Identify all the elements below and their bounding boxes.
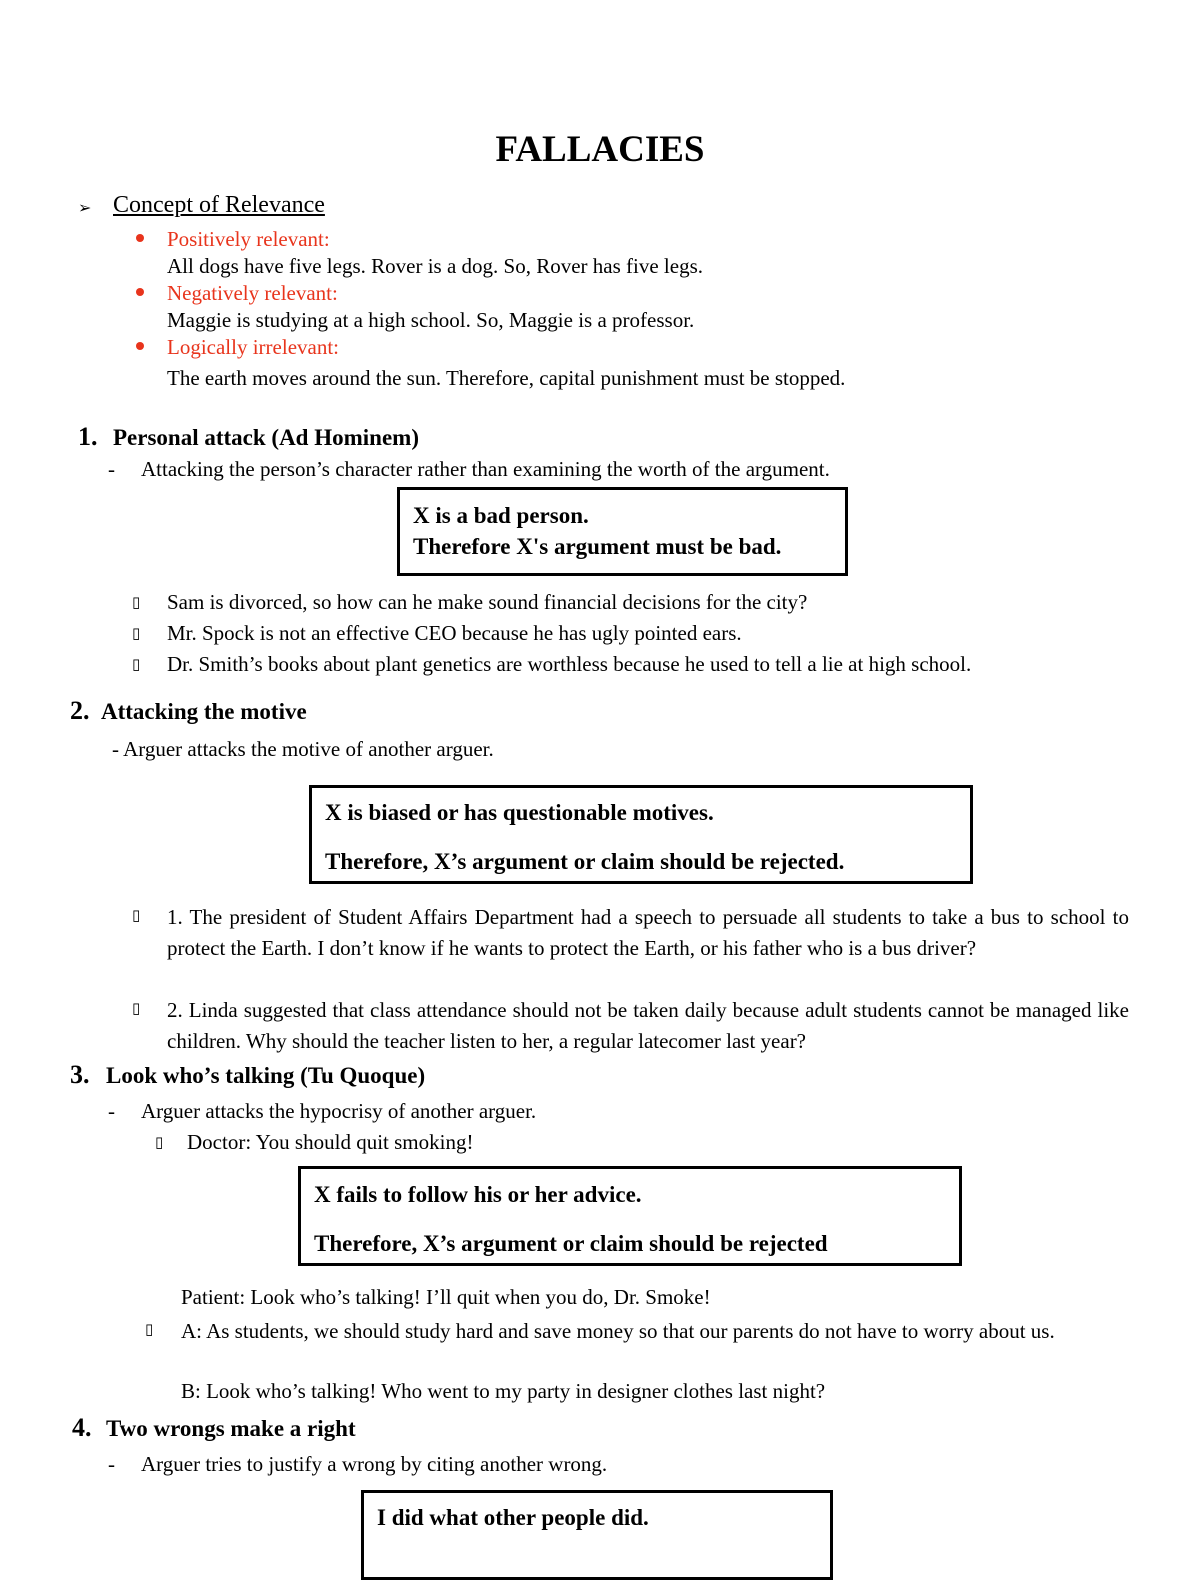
section-description: - Arguer attacks the motive of another arguer. [112,737,494,761]
relevance-example-positive: All dogs have five legs. Rover is a dog. So, Rover has five legs. [167,254,703,278]
page-title: FALLACIES [495,129,705,170]
square-bullet-icon: ▯ [132,906,141,924]
square-bullet-icon: ▯ [155,1133,164,1151]
relevance-label-negative: Negatively relevant: [167,281,338,305]
example-item-a: A: As students, we should study hard and save money so that our parents do not have to worry about us. [181,1319,1055,1343]
section-description: Arguer tries to justify a wrong by citing another wrong. [141,1452,608,1476]
relevance-label-irrelevant: Logically irrelevant: [167,335,340,359]
argument-form-box [309,785,973,884]
example-item: 2. Linda suggested that class attendance should not be taken daily because adult students cannot be managed like children. Why should the teacher listen to her, a regular latecomer last year? [167,998,1129,1053]
example-item-b: B: Look who’s talking! Who went to my party in designer clothes last night? [181,1379,826,1403]
section-heading-ad-hominem: Personal attack (Ad Hominem) [113,425,419,450]
box-conclusion: Therefore X's argument must be bad. [413,534,782,559]
arrow-bullet-icon: ➢ [78,200,92,217]
example-item: Dr. Smith’s books about plant genetics are worthless because he used to tell a lie at high school. [167,652,972,676]
bullet-dot-icon [136,342,144,350]
box-premise: X is a bad person. [413,503,589,528]
example-item: Sam is divorced, so how can he make sound financial decisions for the city? [167,590,808,614]
relevance-example-negative: Maggie is studying at a high school. So, Maggie is a professor. [167,308,695,332]
bullet-dot-icon [136,288,144,296]
relevance-label-positive: Positively relevant: [167,227,330,251]
box-premise: X is biased or has questionable motives. [325,800,714,825]
example-item: Mr. Spock is not an effective CEO because he has ugly pointed ears. [167,621,742,645]
section-number: 1. [78,422,98,451]
relevance-example-irrelevant: The earth moves around the sun. Therefore, capital punishment must be stopped. [167,366,846,390]
relevance-heading: Concept of Relevance [113,192,325,218]
example-item: 1. The president of Student Affairs Department had a speech to persuade all students to take a bus to school to protect the Earth. I don’t know if he wants to protect the Earth, or his father who is a bus driver? [167,905,1129,960]
argument-form-box [397,487,848,576]
section-description: Attacking the person’s character rather than examining the worth of the argument. [141,457,830,481]
section-heading-two-wrongs: Two wrongs make a right [106,1416,356,1441]
dash-bullet: - [108,457,115,481]
bullet-dot-icon [136,234,144,242]
box-conclusion: Therefore, X’s argument or claim should be rejected. [325,849,845,874]
dash-bullet: - [108,1099,115,1123]
section-number: 3. [70,1060,90,1089]
argument-form-box [298,1166,962,1266]
section-number: 4. [72,1413,92,1442]
square-bullet-icon: ▯ [132,624,141,642]
section-heading-tu-quoque: Look who’s talking (Tu Quoque) [106,1063,426,1088]
doctor-line: Doctor: You should quit smoking! [187,1130,474,1154]
box-conclusion: Therefore, X’s argument or claim should be rejected [314,1231,828,1256]
dash-bullet: - [108,1452,115,1476]
patient-line: Patient: Look who’s talking! I’ll quit when you do, Dr. Smoke! [181,1285,711,1309]
square-bullet-icon: ▯ [132,655,141,673]
section-description: Arguer attacks the hypocrisy of another arguer. [141,1099,537,1123]
section-number: 2. [70,696,90,725]
box-premise: X fails to follow his or her advice. [314,1182,642,1207]
square-bullet-icon: ▯ [132,999,141,1017]
square-bullet-icon: ▯ [145,1320,154,1338]
section-heading-motive: Attacking the motive [101,699,307,724]
box-premise: I did what other people did. [377,1505,649,1530]
square-bullet-icon: ▯ [132,593,141,611]
argument-form-box [361,1490,833,1580]
